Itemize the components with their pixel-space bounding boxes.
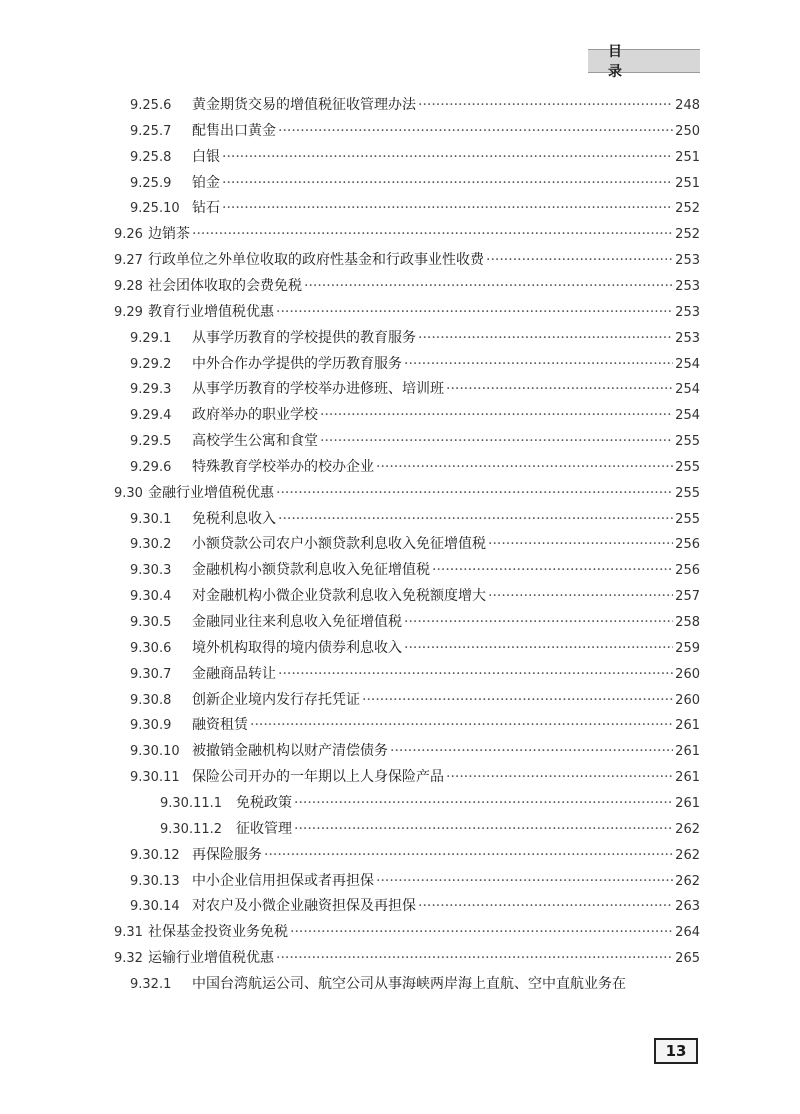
toc-entry-title: 钻石 (192, 200, 220, 217)
toc-entry-title: 中外合作办学提供的学历教育服务 (192, 355, 402, 372)
toc-entry[interactable] (130, 197, 700, 219)
toc-entry-number: 9.30.2 (130, 537, 172, 553)
toc-entry-title: 创新企业境内发行存托凭证 (192, 691, 360, 708)
toc-entry-title: 对农户及小微企业融资担保及再担保 (192, 898, 416, 915)
toc-leader-dots (294, 818, 673, 840)
toc-entry[interactable] (160, 818, 700, 840)
toc-leader-dots (446, 378, 673, 400)
toc-entry-page: 258 (675, 615, 700, 630)
toc-entry-page: 255 (675, 434, 700, 450)
toc-entry-page: 248 (675, 98, 700, 113)
toc-entry[interactable] (130, 172, 700, 194)
toc-entry-page: 254 (675, 382, 700, 398)
toc-leader-dots (446, 766, 673, 788)
toc-entry-number: 9.30.10 (130, 744, 180, 760)
toc-leader-dots (418, 327, 673, 349)
toc-entry-title: 再保险服务 (192, 846, 262, 863)
toc-entry-page: 251 (675, 149, 700, 165)
toc-entry-number: 9.29.4 (130, 408, 172, 424)
toc-entry-title: 社会团体收取的会费免税 (148, 277, 302, 294)
toc-entry[interactable] (130, 533, 700, 555)
toc-entry-number: 9.29.6 (130, 459, 172, 475)
toc-entry-number: 9.30.12 (130, 847, 180, 863)
toc-entry[interactable] (130, 404, 700, 426)
toc-leader-dots (432, 559, 673, 581)
toc-entry-title: 行政单位之外单位收取的政府性基金和行政事业性收费 (148, 252, 484, 269)
toc-entry-page: 257 (675, 589, 700, 605)
toc-entry-title: 小额贷款公司农户小额贷款利息收入免征增值税 (192, 536, 486, 553)
toc-entry[interactable] (160, 792, 700, 814)
toc-leader-dots (264, 844, 673, 866)
toc-leader-dots (276, 301, 673, 323)
toc-entry-page: 262 (675, 821, 700, 837)
toc-entry-title: 保险公司开办的一年期以上人身保险产品 (192, 769, 444, 786)
toc-entry[interactable] (130, 895, 700, 917)
toc-entry[interactable] (130, 766, 700, 788)
toc-entry-number: 9.30.1 (130, 511, 172, 527)
toc-leader-dots (418, 94, 673, 116)
toc-entry-number: 9.30.13 (130, 873, 180, 889)
toc-leader-dots (486, 249, 673, 271)
toc-entry-number: 9.32 (114, 951, 143, 967)
toc-entry[interactable] (130, 973, 700, 995)
toc-entry-number: 9.26 (114, 227, 143, 243)
toc-entry-number: 9.30.4 (130, 589, 172, 605)
toc-entry-page: 260 (675, 666, 700, 682)
toc-entry-title: 境外机构取得的境内债券利息收入 (192, 639, 402, 656)
section-header-title: 目 录 (608, 44, 642, 80)
toc-entry-page: 261 (675, 770, 700, 786)
toc-leader-dots (404, 611, 673, 633)
toc-entry-number: 9.28 (114, 278, 143, 294)
toc-leader-dots (294, 792, 673, 814)
toc-entry[interactable] (130, 740, 700, 762)
toc-leader-dots (376, 456, 673, 478)
toc-entry-title: 融资租赁 (192, 717, 248, 734)
toc-entry[interactable] (114, 921, 700, 943)
toc-entry-number: 9.30 (114, 485, 143, 501)
toc-entry-number: 9.29.5 (130, 434, 172, 450)
toc-entry-number: 9.30.11 (130, 770, 180, 786)
toc-entry[interactable] (130, 327, 700, 349)
toc-entry[interactable] (130, 430, 700, 452)
toc-leader-dots (276, 947, 673, 969)
toc-leader-dots (390, 740, 673, 762)
toc-entry[interactable] (130, 353, 700, 375)
toc-entry-page: 253 (675, 253, 700, 269)
toc-entry-title: 社保基金投资业务免税 (148, 924, 288, 941)
toc-entry[interactable] (130, 663, 700, 685)
toc-entry[interactable] (130, 559, 700, 581)
toc-leader-dots (276, 482, 673, 504)
toc-entry-title: 中小企业信用担保或者再担保 (192, 872, 374, 889)
toc-entry-page: 250 (675, 123, 700, 139)
toc-entry-page: 253 (675, 330, 700, 346)
toc-entry-title: 政府举办的职业学校 (192, 407, 318, 424)
toc-entry-number: 9.30.7 (130, 666, 172, 682)
toc-leader-dots (222, 172, 673, 194)
toc-entry-page: 262 (675, 847, 700, 863)
toc-entry[interactable] (130, 508, 700, 530)
toc-leader-dots (362, 689, 673, 711)
toc-entry-number: 9.29.3 (130, 382, 172, 398)
toc-leader-dots (290, 921, 673, 943)
toc-entry[interactable] (130, 689, 700, 711)
toc-entry-number: 9.25.10 (130, 201, 180, 217)
toc-entry-page: 261 (675, 718, 700, 734)
toc-leader-dots (320, 404, 673, 426)
toc-entry-page: 255 (675, 485, 700, 501)
toc-entry[interactable] (130, 585, 700, 607)
toc-entry[interactable] (130, 844, 700, 866)
toc-entry-title: 黄金期货交易的增值税征收管理办法 (192, 97, 416, 113)
toc-entry-number: 9.30.9 (130, 718, 172, 734)
toc-entry-title: 配售出口黄金 (192, 122, 276, 139)
toc-entry[interactable] (130, 456, 700, 478)
toc-entry-page: 262 (675, 873, 700, 889)
toc-entry-title: 运输行业增值税优惠 (148, 950, 274, 967)
toc-entry-page: 255 (675, 511, 700, 527)
toc-entry-number: 9.31 (114, 925, 143, 941)
toc-entry-page: 256 (675, 563, 700, 579)
toc-entry[interactable] (130, 120, 700, 142)
toc-entry-title: 教育行业增值税优惠 (148, 303, 274, 320)
toc-entry-number: 9.30.5 (130, 615, 172, 630)
toc-entry-page: 261 (675, 744, 700, 760)
toc-entry-number: 9.25.7 (130, 123, 172, 139)
toc-leader-dots (250, 714, 673, 736)
toc-entry-page: 255 (675, 459, 700, 475)
toc-entry-page: 264 (675, 925, 700, 941)
toc-leader-dots (278, 508, 673, 530)
toc-entry-title: 金融行业增值税优惠 (148, 484, 274, 501)
toc-leader-dots (418, 895, 673, 917)
toc-entry[interactable] (130, 378, 700, 400)
toc-leader-dots (278, 663, 673, 685)
toc-entry-number: 9.30.3 (130, 563, 172, 579)
toc-leader-dots (222, 197, 673, 219)
toc-entry-number: 9.27 (114, 253, 143, 269)
toc-entry-title: 白银 (192, 148, 220, 165)
toc-entry-title: 特殊教育学校举办的校办企业 (192, 458, 374, 475)
page-number: 13 (665, 1042, 687, 1060)
toc-entry-title: 高校学生公寓和食堂 (192, 433, 318, 450)
toc-entry-number: 9.30.11.2 (160, 821, 223, 837)
toc-entry-page: 252 (675, 201, 700, 217)
toc-leader-dots (192, 223, 673, 245)
toc-entry[interactable] (114, 482, 700, 504)
section-header-tab (588, 44, 700, 80)
toc-entry[interactable] (130, 714, 700, 736)
toc-entry-title: 免税利息收入 (192, 510, 276, 527)
page-number-box (654, 1038, 698, 1064)
toc-entry-page: 253 (675, 304, 700, 320)
toc-entry[interactable] (130, 146, 700, 168)
toc-entry-page: 254 (675, 408, 700, 424)
toc-leader-dots (488, 585, 673, 607)
toc-entry-number: 9.30.11.1 (160, 795, 223, 811)
toc-entry-title: 金融商品转让 (192, 665, 276, 682)
toc-entry-page: 253 (675, 278, 700, 294)
toc-entry-number: 9.30.6 (130, 640, 172, 656)
toc-entry-page: 261 (675, 795, 700, 811)
toc-entry[interactable] (114, 249, 700, 271)
toc-leader-dots (222, 146, 673, 168)
toc-entry-number: 9.25.8 (130, 149, 172, 165)
toc-entry-page: 252 (675, 227, 700, 243)
toc-entry[interactable] (114, 223, 700, 245)
toc-entry-number: 9.25.9 (130, 175, 172, 191)
toc-entry[interactable] (114, 947, 700, 969)
toc-entry-page: 259 (675, 640, 700, 656)
toc-entry-title: 边销茶 (148, 226, 190, 243)
toc-entry-page: 265 (675, 951, 700, 967)
toc-entry-number: 9.29 (114, 304, 143, 320)
toc-entry-page: 260 (675, 692, 700, 708)
toc-leader-dots (488, 533, 673, 555)
toc-entry[interactable] (130, 870, 700, 892)
toc-entry-title: 从事学历教育的学校提供的教育服务 (192, 329, 416, 346)
toc-entry-page: 263 (675, 899, 700, 915)
toc-entry-title: 金融同业往来利息收入免征增值税 (192, 614, 402, 630)
toc-entry-title: 对金融机构小微企业贷款利息收入免税额度增大 (192, 588, 486, 605)
toc-entry-title: 征收管理 (236, 820, 292, 837)
toc-entry-title: 金融机构小额贷款利息收入免征增值税 (192, 562, 430, 579)
toc-entry-page: 256 (675, 537, 700, 553)
toc-entry[interactable] (114, 301, 700, 323)
toc-entry-page: 254 (675, 356, 700, 372)
toc-leader-dots (304, 275, 673, 297)
toc-entry-title: 铂金 (192, 174, 220, 191)
toc-leader-dots (404, 637, 673, 659)
toc-entry-number: 9.25.6 (130, 98, 172, 113)
toc-entry-title: 中国台湾航运公司、航空公司从事海峡两岸海上直航、空中直航业务在 (192, 975, 626, 992)
toc-entry-page: 251 (675, 175, 700, 191)
toc-entry-number: 9.30.8 (130, 692, 172, 708)
toc-leader-dots (376, 870, 673, 892)
toc-leader-dots (320, 430, 673, 452)
toc-entry-title: 免税政策 (236, 794, 292, 811)
toc-entry-number: 9.32.1 (130, 976, 172, 992)
toc-entry-title: 从事学历教育的学校举办进修班、培训班 (192, 381, 444, 398)
toc-entry-title: 被撤销金融机构以财产清偿债务 (192, 743, 388, 760)
toc-entry-number: 9.30.14 (130, 899, 180, 915)
toc-entry[interactable] (130, 94, 700, 116)
toc-entry[interactable] (130, 637, 700, 659)
toc-leader-dots (278, 120, 673, 142)
toc-entry[interactable] (114, 275, 700, 297)
toc-entry[interactable] (130, 611, 700, 633)
toc-leader-dots (404, 353, 673, 375)
toc-entry-number: 9.29.1 (130, 330, 172, 346)
toc-entry-number: 9.29.2 (130, 356, 172, 372)
